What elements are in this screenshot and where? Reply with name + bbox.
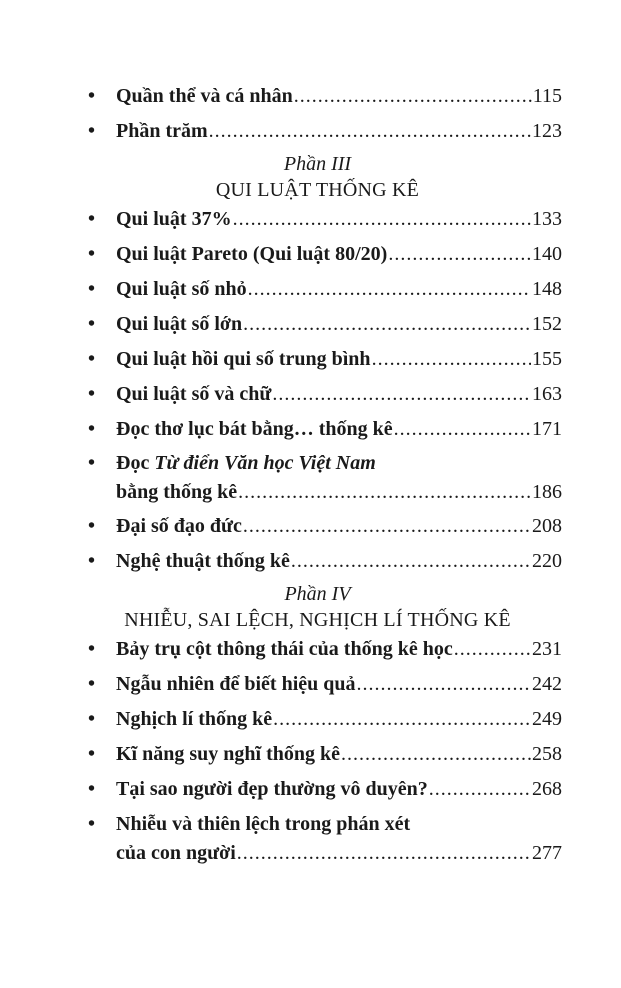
entry-page: 152	[532, 313, 562, 335]
entry-title-cont: bằng thống kê	[116, 481, 238, 503]
bullet: •	[88, 348, 96, 370]
part-title: QUI LUẬT THỐNG KÊ	[215, 179, 420, 201]
leader-dots	[429, 777, 531, 802]
leader-dots	[372, 347, 531, 372]
entry-page: 258	[532, 743, 562, 765]
leader-dots	[357, 672, 531, 697]
toc-entry	[88, 707, 562, 742]
bullet: •	[88, 85, 96, 107]
bullet: •	[88, 418, 96, 440]
leader-dots	[209, 119, 531, 144]
entry-title: Nghịch lí thống kê	[116, 708, 273, 730]
title-prefix: Đọc	[116, 452, 155, 474]
entry-page: 186	[532, 481, 562, 503]
toc-entry	[88, 347, 562, 382]
entry-page: 171	[532, 418, 562, 440]
bullet: •	[88, 638, 96, 660]
toc-entry	[88, 207, 562, 242]
entry-page: 220	[532, 550, 562, 572]
bullet: •	[88, 278, 96, 300]
leader-dots	[243, 514, 531, 539]
entry-title: Qui luật hồi qui số trung bình	[116, 348, 371, 370]
toc-entry	[88, 549, 562, 582]
entry-title: Qui luật 37%	[116, 208, 232, 230]
bullet: •	[88, 778, 96, 800]
bullet: •	[88, 813, 96, 835]
bullet: •	[88, 673, 96, 695]
bullet: •	[88, 383, 96, 405]
entry-page: 115	[532, 85, 562, 107]
entry-title: Ngẫu nhiên để biết hiệu quả	[116, 673, 356, 695]
entry-page: 249	[532, 708, 562, 730]
entry-title: Đọc thơ lục bát bằng… thống kê	[116, 418, 393, 440]
entry-title: Phần trăm	[116, 120, 208, 142]
toc-entry	[88, 672, 562, 707]
table-of-contents	[0, 84, 621, 875]
entry-page: 140	[532, 243, 562, 265]
toc-entry	[88, 382, 562, 417]
part-title: NHIỄU, SAI LỆCH, NGHỊCH LÍ THỐNG KÊ	[124, 609, 511, 631]
leader-dots	[273, 707, 531, 732]
toc-entry	[88, 277, 562, 312]
toc-entry	[88, 417, 562, 451]
leader-dots	[388, 242, 531, 267]
entry-title: Qui luật số và chữ	[116, 383, 272, 405]
entry-title-cont: của con người	[116, 842, 236, 864]
entry-page: 231	[532, 638, 562, 660]
toc-entry	[88, 777, 562, 812]
bullet: •	[88, 708, 96, 730]
entry-title: Qui luật số nhỏ	[116, 278, 247, 300]
leader-dots	[291, 549, 531, 574]
toc-entry	[88, 812, 562, 875]
bullet: •	[88, 313, 96, 335]
entry-title: Nhiễu và thiên lệch trong phán xét	[116, 813, 411, 835]
title-italic: Từ điển Văn học Việt Nam	[154, 452, 376, 474]
toc-entry	[88, 242, 562, 277]
bullet: •	[88, 452, 96, 474]
toc-entry	[88, 637, 562, 672]
leader-dots	[454, 637, 531, 662]
toc-entry	[88, 514, 562, 549]
part-label: Phần III	[283, 153, 352, 175]
entry-page: 133	[532, 208, 562, 230]
entry-title: Đại số đạo đức	[116, 515, 242, 537]
entry-page: 148	[532, 278, 562, 300]
entry-page: 123	[532, 120, 562, 142]
toc-entry	[88, 451, 562, 514]
entry-page: 268	[532, 778, 562, 800]
leader-dots	[341, 742, 531, 767]
entry-title: Kĩ năng suy nghĩ thống kê	[116, 743, 340, 765]
part-heading	[0, 582, 621, 637]
entry-page: 242	[532, 673, 562, 695]
leader-dots	[294, 84, 532, 109]
bullet: •	[88, 515, 96, 537]
bullet: •	[88, 243, 96, 265]
toc-entry	[88, 84, 562, 119]
leader-dots	[238, 480, 531, 505]
leader-dots	[272, 382, 531, 407]
bullet: •	[88, 550, 96, 572]
entry-page: 277	[532, 842, 562, 864]
bullet: •	[88, 120, 96, 142]
leader-dots	[394, 417, 531, 442]
leader-dots	[237, 841, 531, 866]
entry-title: Quần thể và cá nhân	[116, 85, 293, 107]
entry-page: 208	[532, 515, 562, 537]
leader-dots	[243, 312, 531, 337]
entry-title	[116, 451, 376, 476]
entry-title: Qui luật số lớn	[116, 313, 243, 335]
part-label: Phần IV	[284, 583, 351, 605]
entry-page: 155	[532, 348, 562, 370]
bullet: •	[88, 208, 96, 230]
leader-dots	[248, 277, 531, 302]
toc-entry	[88, 742, 562, 777]
part-heading	[0, 152, 621, 207]
toc-entry	[88, 119, 562, 152]
entry-title: Tại sao người đẹp thường vô duyên?	[116, 778, 428, 800]
toc-entry	[88, 312, 562, 347]
entry-title: Nghệ thuật thống kê	[116, 550, 290, 572]
bullet: •	[88, 743, 96, 765]
entry-page: 163	[532, 383, 562, 405]
entry-title: Qui luật Pareto (Qui luật 80/20)	[116, 243, 388, 265]
entry-title: Bảy trụ cột thông thái của thống kê học	[116, 638, 453, 660]
leader-dots	[233, 207, 531, 232]
